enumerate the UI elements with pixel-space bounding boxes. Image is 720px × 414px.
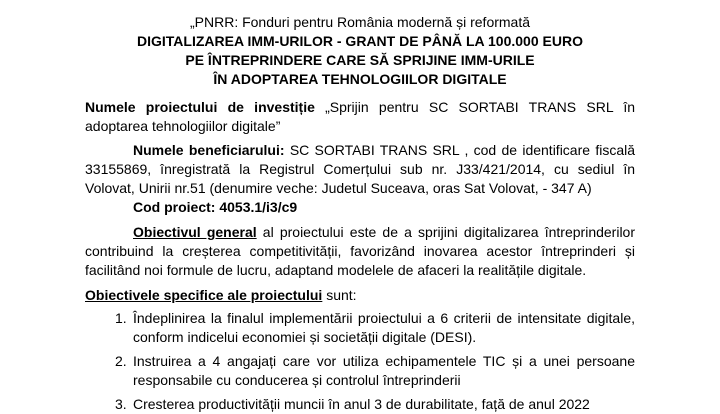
general-objective-paragraph [85,223,635,280]
title-line-2: DIGITALIZAREA IMM-URILOR - GRANT DE PÂNĂ LA 100.000 EURO [137,33,583,49]
project-name-paragraph [85,98,635,136]
beneficiary-label: Numele beneficiarului: [133,142,285,158]
objective-number-3: 3. [115,396,127,412]
project-code-paragraph [85,198,635,217]
objective-number-2: 2. [115,353,127,369]
project-name-value: „Sprijin pentru SC SORTABI TRANS SRL în adoptarea tehnologiilor digitale” [85,99,636,134]
title-line-4: ÎN ADOPTAREA TEHNOLOGIILOR DIGITALE [213,71,507,87]
specific-objectives-suffix: sunt: [322,287,357,303]
project-name-label: Numele proiectului de investiție [85,99,315,115]
title-line-1: „PNRR: Fonduri pentru România modernă și reformată [189,14,531,30]
objective-text-3: Cresterea productivității muncii în anul 3 de durabilitate, față de anul 2022 [133,396,590,412]
document-title [85,13,635,89]
title-line-3: PE ÎNTREPRINDERE CARE SĂ SPRIJINE IMM-URILE [185,52,535,68]
specific-objectives-heading [85,286,635,305]
project-code-label: Cod proiect: 4053.1/i3/c9 [133,199,298,215]
specific-objectives-label: Obiectivele specifice ale proiectului [85,287,323,303]
objective-text-1: Îndeplinirea la finalul implementării proiectului a 6 criterii de intensitate digitale, conform indicelui economiei și societății digitale (DESI). [133,310,635,345]
beneficiary-paragraph [85,141,635,198]
general-objective-label: Obiectivul general [133,224,257,240]
objective-text-2: Instruirea a 4 angajați care vor utiliza echipamentele TIC și a unei persoane responsabile cu conducerea și controlul întreprinderii [133,353,635,388]
objective-number-1: 1. [115,310,127,326]
beneficiary-value: SC SORTABI TRANS SRL , cod de identificare fiscală 33155869, înregistrată la Registrul Comerțului sub nr. J33/421/2014, cu sediul în Volovat, Unirii nr.51 (denumire veche: Judetul Suceava, oras Sat Volovat, - 347 A) [85,142,635,196]
general-objective-value: al proiectului este de a sprijini digitalizarea întreprinderilor contribuind la creșterea competitivității, favorizând inovarea acestor întreprinderi și facilitând noi formule de lucru, adaptand modelele de afaceri la realitățile digitale. [85,224,636,278]
objective-item-2 [85,352,635,390]
objective-item-1 [85,309,635,347]
